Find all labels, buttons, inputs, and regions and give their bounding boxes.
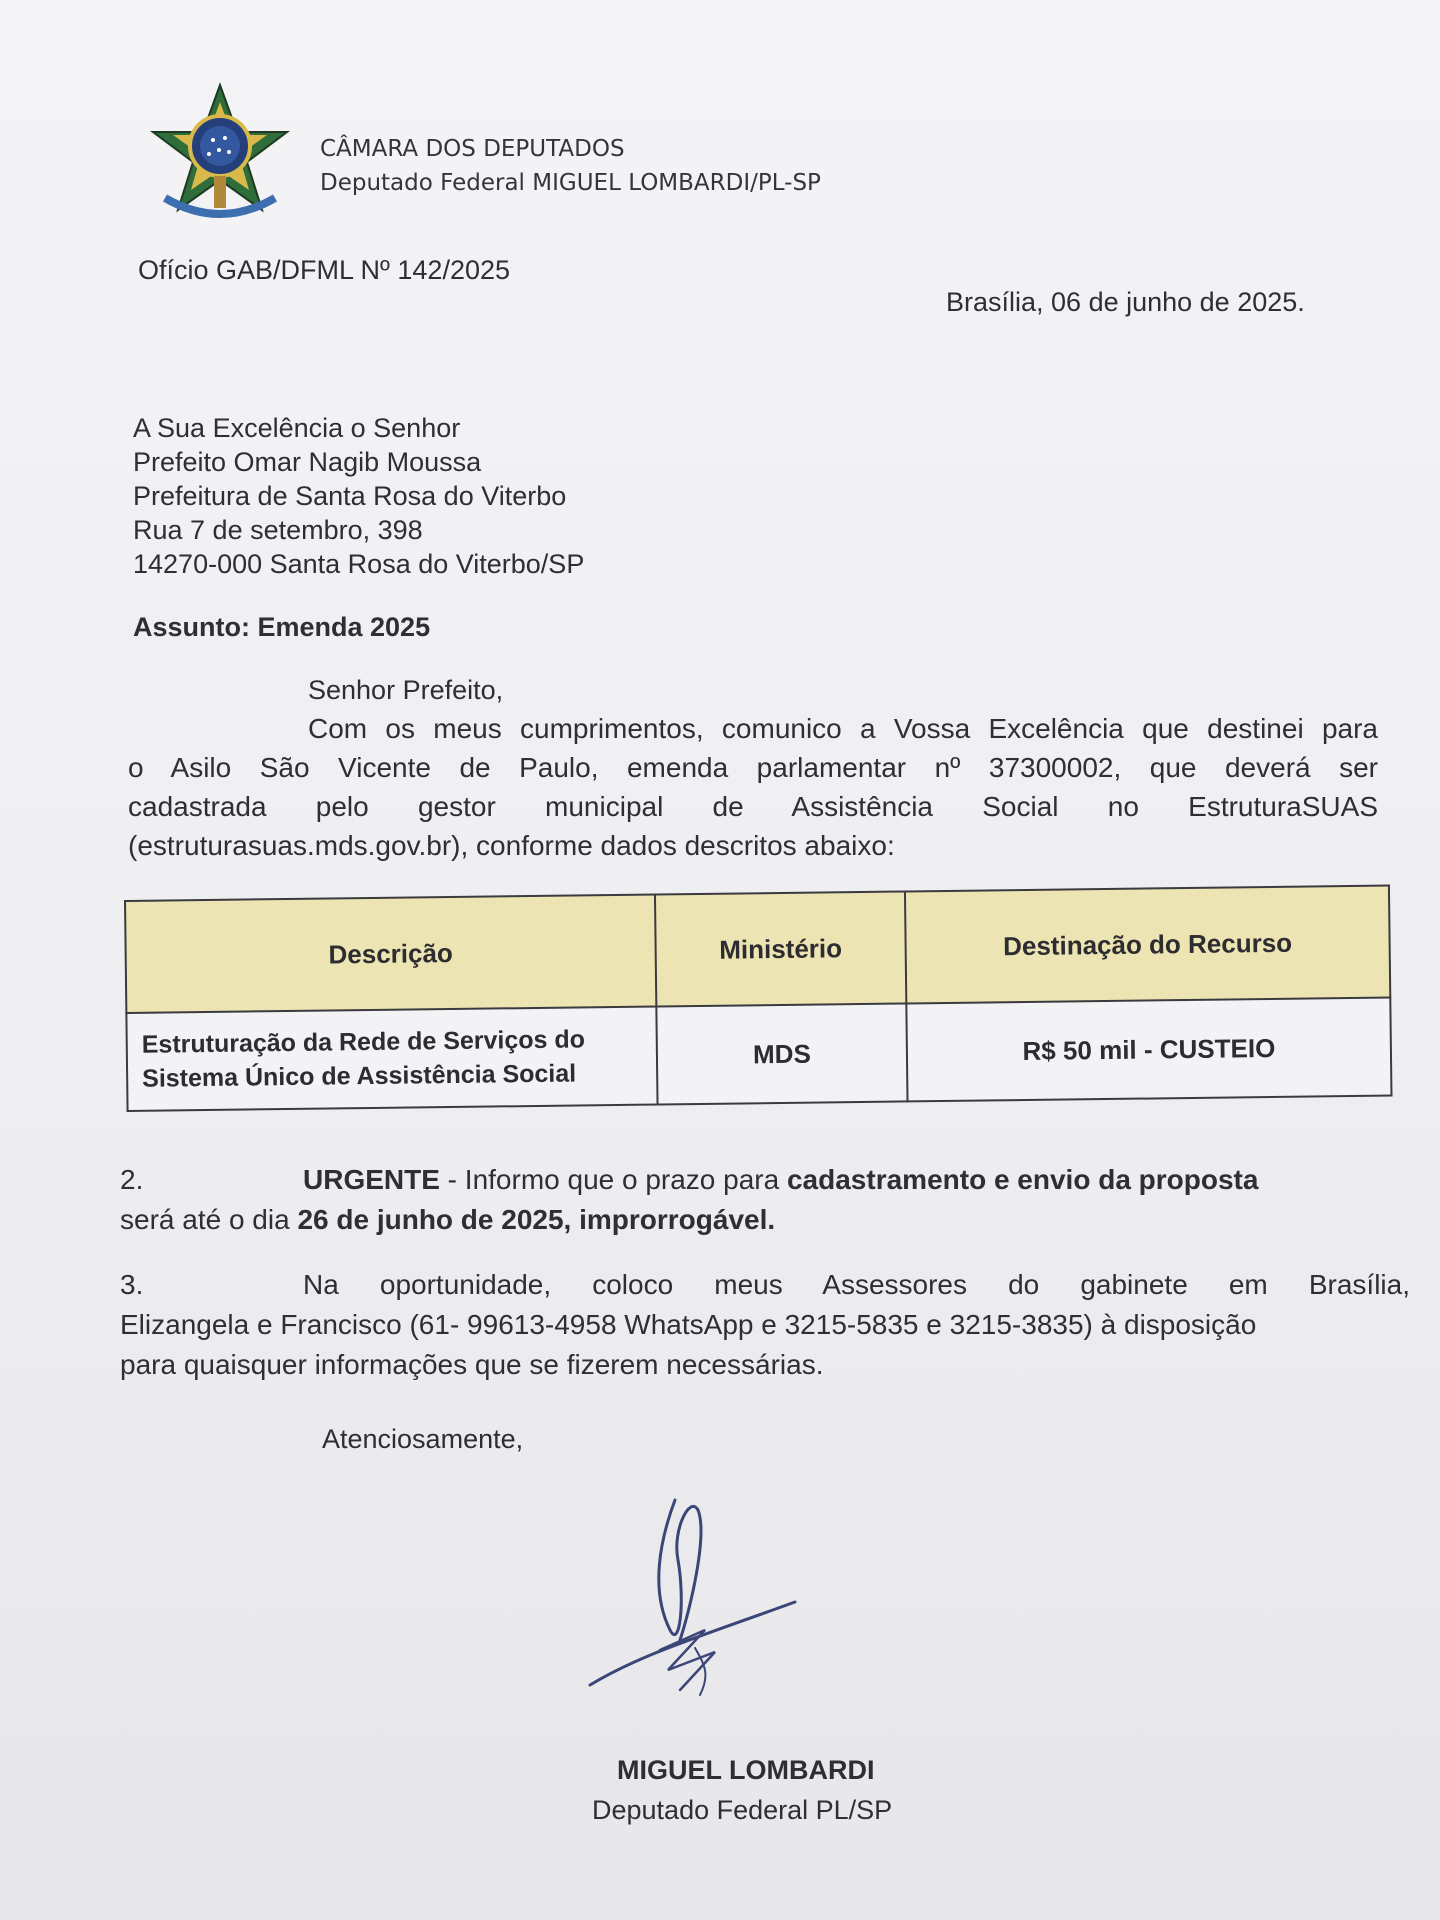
column-header-ministerio: Ministério xyxy=(655,891,906,1006)
item-3 xyxy=(120,1265,1410,1385)
body-line: cadastrada pelo gestor municipal de Assistência Social no EstruturaSUAS xyxy=(128,791,1378,822)
signatory-name: MIGUEL LOMBARDI xyxy=(617,1755,875,1785)
item-text: - Informo que o prazo para xyxy=(439,1164,787,1195)
signature-icon xyxy=(580,1480,810,1730)
column-header-descricao: Descrição xyxy=(125,895,656,1013)
salutation: Senhor Prefeito, xyxy=(308,675,504,705)
cell-destinacao: R$ 50 mil - CUSTEIO xyxy=(906,998,1391,1102)
item-text: Elizangela e Francisco (61- 99613-4958 WhatsApp e 3215-5835 e 3215-3835) à disposição xyxy=(120,1309,1257,1340)
recipient-line: Rua 7 de setembro, 398 xyxy=(133,515,423,545)
deadline: 26 de junho de 2025, improrrogável. xyxy=(297,1204,776,1235)
cell-descricao xyxy=(126,1007,657,1111)
item-text: Na oportunidade, coloco meus Assessores do gabinete em Brasília, xyxy=(303,1269,1410,1300)
cell-ministerio: MDS xyxy=(656,1003,907,1104)
recipient-line: Prefeitura de Santa Rosa do Viterbo xyxy=(133,481,567,511)
amendment-table xyxy=(124,885,1392,1112)
recipient-line: Prefeito Omar Nagib Moussa xyxy=(133,447,482,477)
body-line: (estruturasuas.mds.gov.br), conforme dados descritos abaixo: xyxy=(128,830,895,861)
item-text: para quaisquer informações que se fizerem necessárias. xyxy=(120,1349,824,1380)
cell-descricao-line: Estruturação da Rede de Serviços do xyxy=(141,1025,586,1059)
closing: Atenciosamente, xyxy=(322,1424,524,1454)
item-2 xyxy=(120,1160,1410,1240)
subject: Assunto: Emenda 2025 xyxy=(133,612,431,642)
coat-of-arms-icon xyxy=(145,80,295,225)
body-line: Com os meus cumprimentos, comunico a Vossa Excelência que destinei para xyxy=(308,713,1378,744)
deputy-header: Deputado Federal MIGUEL LOMBARDI/PL-SP xyxy=(320,170,821,196)
recipient-line: 14270-000 Santa Rosa do Viterbo/SP xyxy=(133,549,585,579)
item-number: 3. xyxy=(120,1269,144,1300)
body-line: o Asilo São Vicente de Paulo, emenda parlamentar nº 37300002, que deverá ser xyxy=(128,752,1378,783)
institution-name: CÂMARA DOS DEPUTADOS xyxy=(320,136,625,162)
urgent-label: URGENTE xyxy=(303,1164,440,1195)
place-date: Brasília, 06 de junho de 2025. xyxy=(946,287,1305,317)
item-text: será até o dia xyxy=(120,1204,298,1235)
recipient-line: A Sua Excelência o Senhor xyxy=(133,413,461,443)
cell-descricao-line: Sistema Único de Assistência Social xyxy=(142,1059,577,1093)
item-number: 2. xyxy=(120,1164,144,1195)
item-text-bold: cadastramento e envio da proposta xyxy=(786,1164,1259,1195)
table-row xyxy=(126,998,1391,1111)
column-header-destinacao: Destinação do Recurso xyxy=(905,886,1390,1004)
signatory-title: Deputado Federal PL/SP xyxy=(592,1795,893,1825)
document-number: Ofício GAB/DFML Nº 142/2025 xyxy=(138,255,511,285)
table-header-row xyxy=(125,886,1390,1013)
